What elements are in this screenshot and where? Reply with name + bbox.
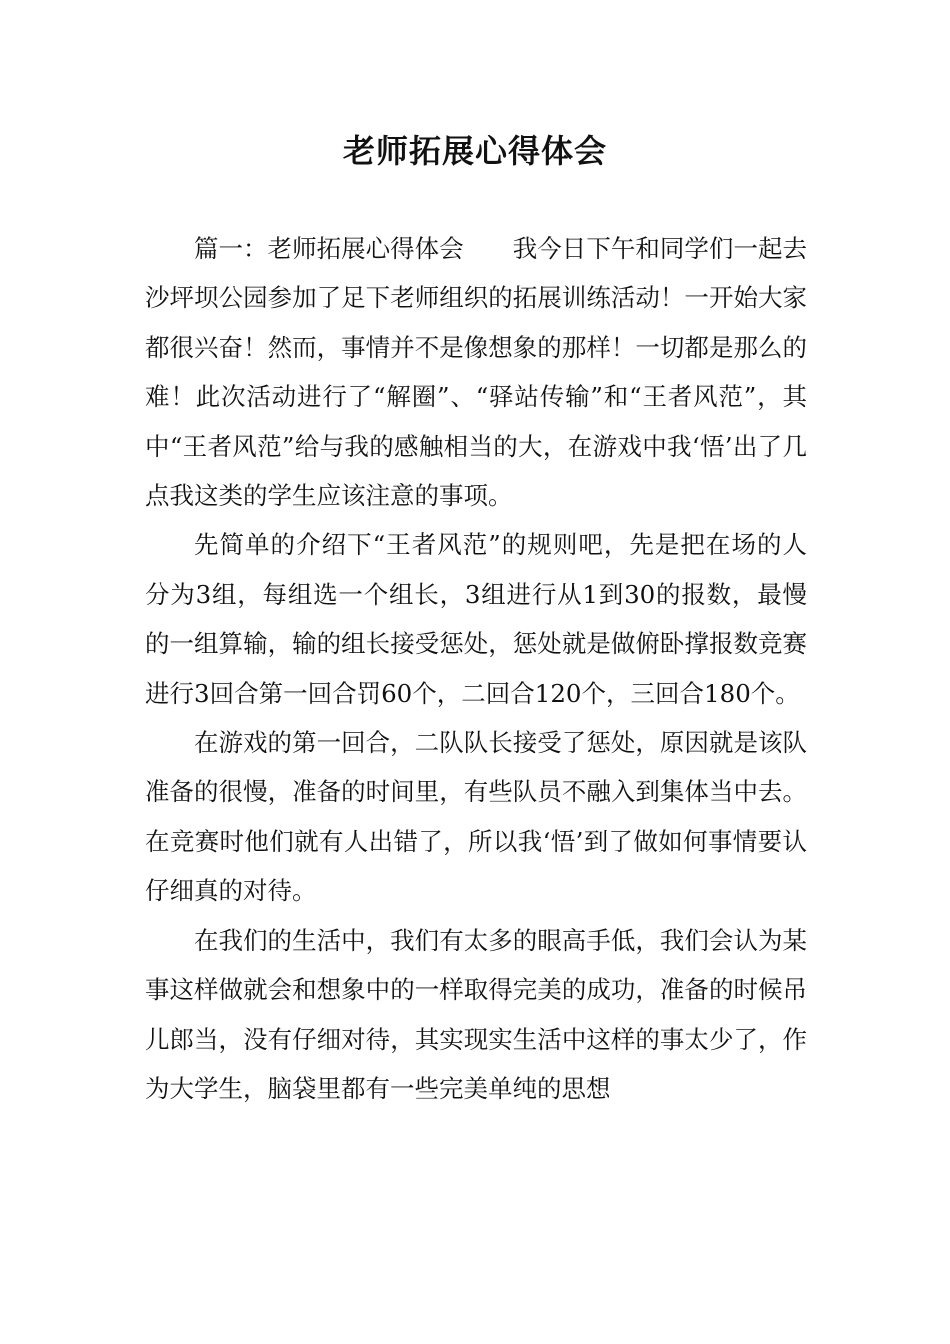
document-body bbox=[145, 224, 807, 1113]
paragraph-2: 先简单的介绍下“王者风范”的规则吧，先是把在场的人分为3组，每组选一个组长，3组进行从1到30的报数，最慢的一组算输，输的组长接受惩处，惩处就是做俯卧撑报数竞赛进行3回合第一回合罚60个，二回合120个，三回合180个。 bbox=[145, 530, 807, 708]
paragraph-4: 在我们的生活中，我们有太多的眼高手低，我们会认为某事这样做就会和想象中的一样取得完美的成功，准备的时候吊儿郎当，没有仔细对待，其实现实生活中这样的事太少了，作为大学生，脑袋里都有一些完美单纯的思想 bbox=[145, 925, 807, 1103]
document-title: 老师拓展心得体会 bbox=[342, 132, 607, 170]
paragraph-3: 在游戏的第一回合，二队队长接受了惩处，原因就是该队准备的很慢，准备的时间里，有些队员不融入到集体当中去。在竞赛时他们就有人出错了，所以我‘悟’到了做如何事情要认仔细真的对待。 bbox=[145, 728, 807, 906]
paragraph-1: 篇一：老师拓展心得体会 我今日下午和同学们一起去沙坪坝公园参加了足下老师组织的拓展训练活动！一开始大家都很兴奋！然而，事情并不是像想象的那样！一切都是那么的难！此次活动进行了“解圈”、“驿站传输”和“王者风范”，其中“王者风范”给与我的感触相当的大，在游戏中我‘悟’出了几点我这类的学生应该注意的事项。 bbox=[145, 234, 807, 511]
